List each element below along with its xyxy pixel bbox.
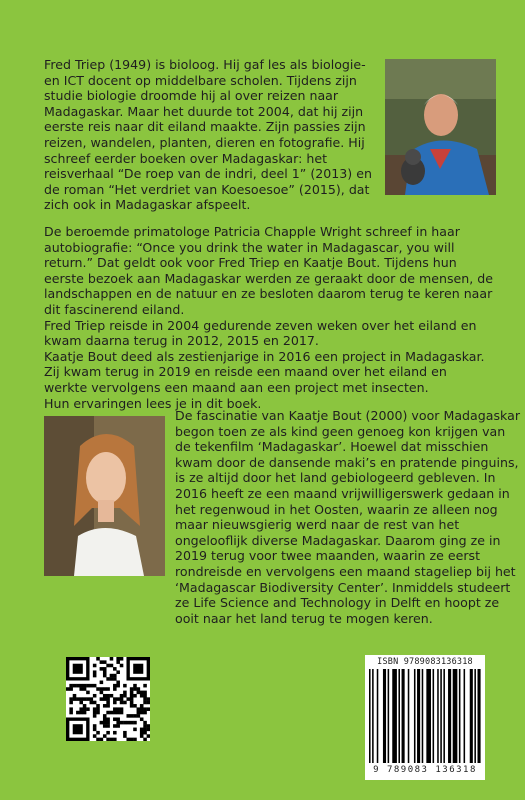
blurb-paragraph: De beroemde primatologe Patricia Chapple Wright schreef in haar autobiografie: “Once you drink the water in Madagascar, you will return.” Dat geldt ook voor Fred Triep en Kaatje Bout. Tijdens hun eerste bezoek aan Madagaskar werden ze geraakt door de mensen, de landschappen en de natuur en ze besloten daarom terug te keren naar dit fascinerend eiland. (44, 224, 494, 317)
isbn-digits: 9 789083 136318 (373, 765, 477, 775)
isbn-label: ISBN 9789083136318 (377, 657, 473, 667)
isbn-barcode (365, 655, 485, 780)
author-photo-kaatje (44, 416, 165, 576)
author-bio-kaatje-text: De fascinatie van Kaatje Bout (2000) voor Madagaskar begon toen ze als kind geen genoeg kon krijgen van de tekenfilm ‘Madagaskar’. Hoewel dat misschien kwam door de dansende maki’s en pratende pinguins, is ze altijd door het land gebiologeerd gebleven. In 2016 heeft ze een maand vrijwilligerswerk gedaan in het regenwoud in het Oosten, waarin ze alleen nog maar nieuwsgierig werd naar de rest van het ongelooflijk diverse Madagaskar. Daarom ging ze in 2019 terug voor twee maanden, waarin ze eerst rondreisde en vervolgens een maand stageliep bij het ‘Madagascar Biodiversity Center’. Inmiddels studeert ze Life Science and Technology in Delft en hoopt ze ooit naar het land terug te mogen keren. (175, 408, 521, 626)
barcode-bars (369, 669, 481, 763)
blurb-paragraph: Fred Triep reisde in 2004 gedurende zeven weken over het eiland en kwam daarna terug in 2012, 2015 en 2017. (44, 317, 477, 349)
author-bio-kaatje (175, 408, 520, 626)
blurb-paragraph: Kaatje Bout deed als zestienjarige in 2016 een project in Madagaskar. Zij kwam terug in 2019 en reisde een maand over het eiland en werkte vervolgens een maand aan een project met insecten. (44, 348, 485, 395)
qr-code (66, 657, 150, 741)
back-cover-blurb (44, 224, 494, 411)
blurb-paragraph: Hun ervaringen lees je in dit boek. (44, 395, 262, 411)
author-bio-fred-text: Fred Triep (1949) is bioloog. Hij gaf les als biologie- en ICT docent op middelbare scholen. Tijdens zijn studie biologie droomde hij al over reizen naar Madagaskar. Maar het duurde tot 2004, dat hij zijn eerste reis naar dit eiland maakte. Zijn passies zijn reizen, wandelen, planten, dieren en fotografie. Hij schreef eerder boeken over Madagaskar: het reisverhaal “De roep van de indri, deel 1” (2013) en de roman “Het verdriet van Koesoesoe” (2015), dat zich ook in Madagaskar afspeelt. (44, 57, 372, 213)
author-bio-fred (44, 57, 384, 213)
author-photo-fred (385, 59, 496, 195)
